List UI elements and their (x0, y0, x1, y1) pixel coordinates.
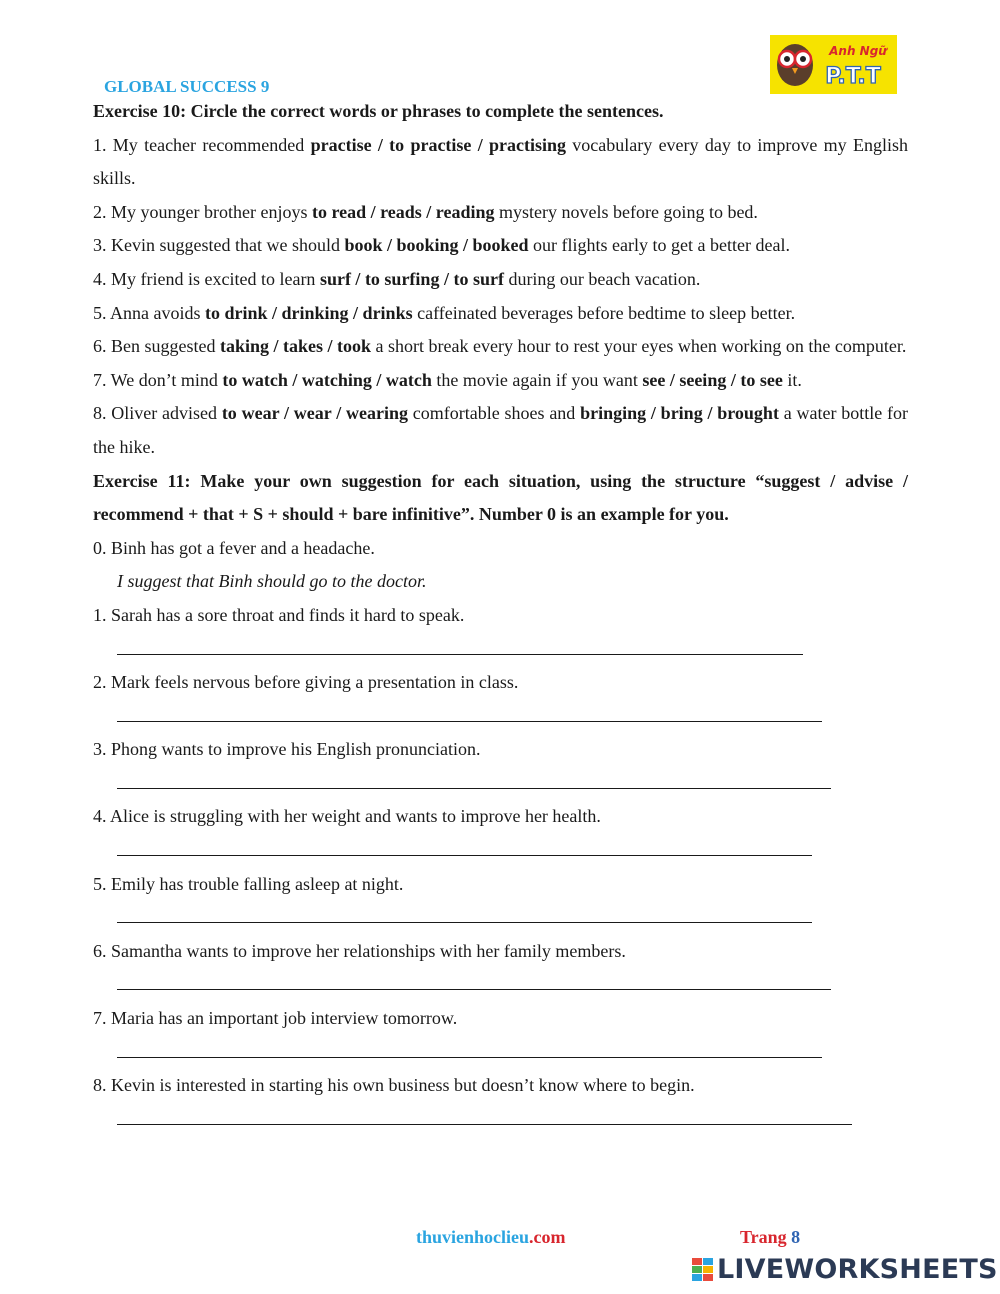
answer-options[interactable]: practise / to practise / practising (310, 134, 567, 155)
exercise-10-item: 2. My younger brother enjoys to read / reads / reading mystery novels before going to bed. (93, 201, 758, 222)
worksheet-content (93, 95, 908, 1136)
exercise-10-item: 5. Anna avoids to drink / drinking / drinks caffeinated beverages before bedtime to sleep better. (93, 302, 796, 323)
svg-text:Anh Ngữ: Anh Ngữ (829, 44, 887, 58)
answer-line (93, 1036, 908, 1070)
answer-blank[interactable] (117, 968, 831, 990)
answer-options[interactable]: bringing / bring / brought (580, 403, 779, 424)
series-title: GLOBAL SUCCESS 9 (104, 77, 270, 96)
example-prompt: 0. Binh has got a fever and a headache. (93, 537, 375, 558)
exercise-11-prompt: 4. Alice is struggling with her weight and wants to improve her health. (93, 806, 601, 827)
exercise-10-item: 4. My friend is excited to learn surf / to surfing / to surf during our beach vacation. (93, 268, 701, 289)
answer-options[interactable]: to wear / wear / wearing (221, 403, 409, 424)
answer-line (93, 834, 908, 868)
answer-line (93, 968, 908, 1002)
answer-line (93, 700, 908, 734)
owl-logo-icon (770, 35, 897, 94)
exercise-10-list (93, 129, 908, 465)
exercise-11-prompt: 2. Mark feels nervous before giving a presentation in class. (93, 672, 519, 693)
answer-line (93, 633, 908, 667)
exercise-11-prompt: 3. Phong wants to improve his English pronunciation. (93, 739, 481, 760)
exercise-10-item: 3. Kevin suggested that we should book / booking / booked our flights early to get a better deal. (93, 235, 790, 256)
answer-blank[interactable] (117, 1036, 822, 1058)
exercise-11-prompt: 6. Samantha wants to improve her relationships with her family members. (93, 940, 626, 961)
svg-text:P.T.T: P.T.T (825, 64, 881, 89)
answer-blank[interactable] (117, 633, 803, 655)
exercise-11-prompt: 1. Sarah has a sore throat and finds it hard to speak. (93, 604, 465, 625)
answer-options[interactable]: see / seeing / to see (642, 369, 783, 390)
exercise-11-prompt: 5. Emily has trouble falling asleep at night. (93, 873, 404, 894)
exercise-11-prompt: 7. Maria has an important job interview tomorrow. (93, 1008, 458, 1029)
example-answer: I suggest that Binh should go to the doctor. (117, 571, 427, 592)
answer-line (93, 1103, 908, 1137)
answer-blank[interactable] (117, 834, 812, 856)
answer-blank[interactable] (117, 901, 812, 923)
worksheet-page: GLOBAL SUCCESS 9 Anh Ngữ P.T.T Exercise 10: Circle the correct words or phrases to complete the sentences. 1. My teacher recommended practise / to practise / practising vocabulary every day to improve my English skills. 2. My younger brother enjoys to read / reads / reading mystery novels before going to bed. 3. Kevin suggested that we should book / booking / booked our flights early to get a better deal. 4. My friend is excited to learn surf / to surfing / to surf during our beach vacation. 5. Anna avoids to drink / drinking / drinks caffeinated beverages before bedtime to sleep better. 6. Ben suggested taking / takes / took a short break every hour to rest your eyes when working on the computer. 7. We don’t mind to watch / watching / watch the movie again if you want see / seeing / to see it. 8. Oliver advised to wear / wear / wearing comfortable shoes and bringing / bring / brought a water bottle for the hike. Exercise 11: Make your own suggestion for each situation, using the structure “suggest / advise / recommend + that + S + should + bare infinitive”. Number 0 is an example for you. 0. Binh has got a fever and a headache. I suggest that Binh should go to the doctor. 1. Sarah has a sore throat and finds it hard to speak. 2. Mark feels nervous before giving a presentation in class. 3. Phong wants to improve his English pronunciation. 4. Alice is struggling with her weight and wants to improve her health. 5. Emily has trouble falling asleep at night. 6. Samantha wants to improve her relationships with her family members. 7. Maria has an important job interview tomorrow. 8. Kevin is interested in starting his own business but doesn’t know where to begin. thuvienhoclieu.com Trang 8 LIVEWORKSHEETS (0, 0, 1000, 1294)
exercise-10-item: 8. Oliver advised to wear / wear / wearing comfortable shoes and bringing / bring / brought a water bottle for the hike. (93, 403, 909, 457)
exercise-11-prompt: 8. Kevin is interested in starting his own business but doesn’t know where to begin. (93, 1075, 695, 1096)
answer-options[interactable]: to read / reads / reading (311, 201, 495, 222)
exercise-11-list (93, 599, 908, 1137)
answer-options[interactable]: taking / takes / took (219, 336, 372, 357)
footer-website[interactable]: thuvienhoclieu.com (416, 1227, 566, 1247)
exercise-10-item: 6. Ben suggested taking / takes / took a short break every hour to rest your eyes when working on the computer. (93, 336, 907, 357)
example-answer-line (93, 565, 908, 599)
footer-page-number: Trang 8 (740, 1227, 801, 1247)
answer-blank[interactable] (117, 767, 831, 789)
answer-options[interactable]: to watch / watching / watch (222, 369, 432, 390)
answer-line (93, 901, 908, 935)
answer-options[interactable]: book / booking / booked (344, 235, 529, 256)
liveworksheets-logo-icon (692, 1258, 714, 1282)
answer-options[interactable]: surf / to surfing / to surf (319, 268, 504, 289)
exercise-10-item: 7. We don’t mind to watch / watching / watch the movie again if you want see / seeing / to see it. (93, 369, 802, 390)
answer-line (93, 767, 908, 801)
answer-options[interactable]: to drink / drinking / drinks (205, 302, 413, 323)
exercise-11-title: Exercise 11: Make your own suggestion for each situation, using the structure “suggest / advise / recommend + that + S + should + bare infinitive”. Number 0 is an example for you. (93, 470, 908, 525)
answer-blank[interactable] (117, 700, 822, 722)
exercise-10-item: 1. My teacher recommended practise / to practise / practising vocabulary every day to improve my English skills. (93, 134, 908, 189)
answer-blank[interactable] (117, 1103, 852, 1125)
exercise-10-title: Exercise 10: Circle the correct words or phrases to complete the sentences. (93, 101, 664, 121)
anh-ngu-ptt-logo (770, 35, 897, 94)
